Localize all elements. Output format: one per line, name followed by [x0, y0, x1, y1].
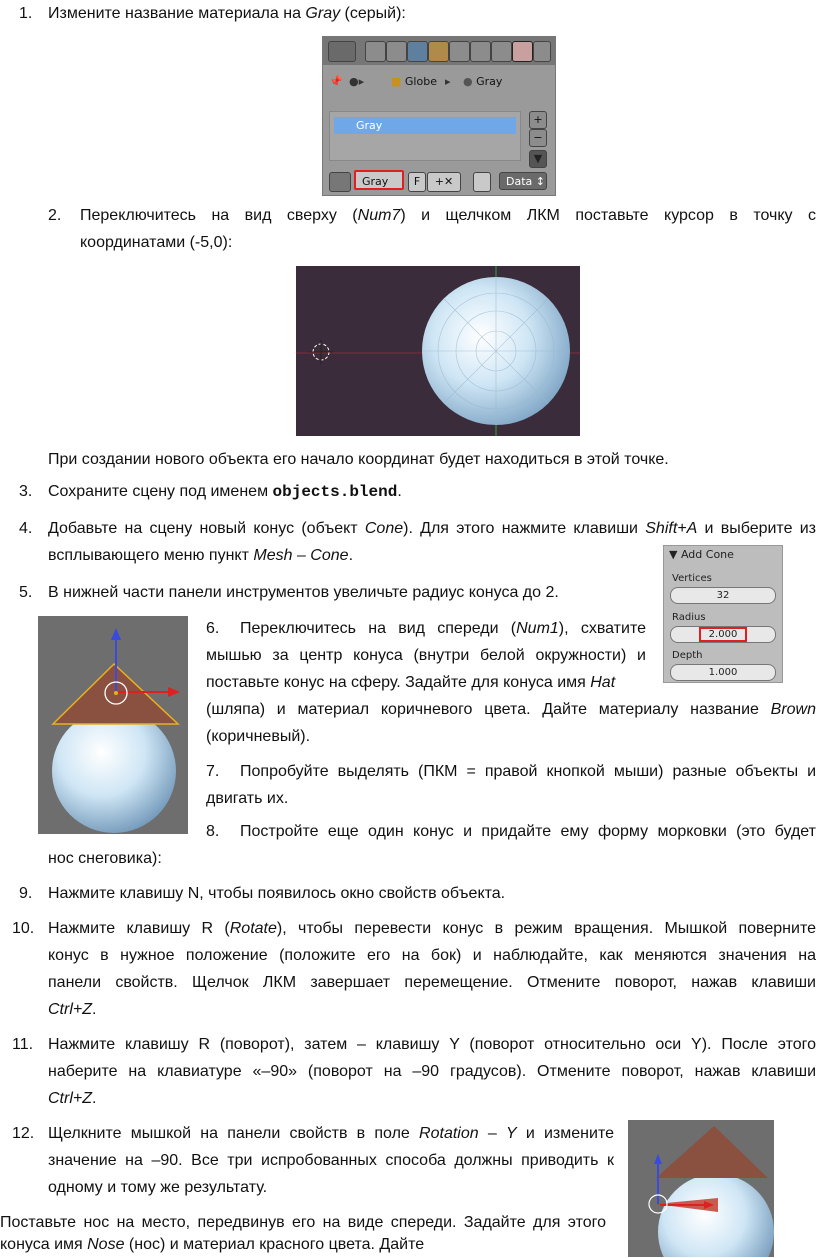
object-icon[interactable]	[428, 41, 449, 62]
breadcrumb-separator-icon: ▸	[445, 75, 451, 88]
add-slot-button[interactable]: +	[529, 111, 547, 129]
item-3-text: Сохраните сцену под именем objects.blend.	[48, 483, 402, 501]
cube-icon: ■	[391, 75, 402, 88]
item-11-line-1: Нажмите клавишу R (поворот), затем – клавишу Y (поворот относительно оси Y). После этого	[48, 1036, 816, 1053]
item-number-1: 1.	[19, 5, 33, 22]
item-9-text: Нажмите клавишу N, чтобы появилось окно свойств объекта.	[48, 885, 506, 902]
add-cone-title[interactable]: ▼ Add Cone	[669, 548, 734, 561]
updown-arrows-icon: ↕	[535, 175, 545, 188]
radius-field[interactable]: 2.000	[670, 626, 776, 643]
item-number-7: 7.	[206, 763, 220, 780]
x-axis-arrow-icon	[168, 687, 180, 697]
front-view-hat-on-sphere	[38, 616, 188, 834]
item-7-line-2: двигать их.	[206, 790, 289, 807]
tail-line-2: конуса имя Nose (нос) и материал красного цвета. Дайте	[0, 1236, 425, 1253]
world-icon[interactable]	[407, 41, 428, 62]
render-icon[interactable]	[365, 41, 386, 62]
collapse-triangle-icon: ▼	[669, 548, 678, 561]
hat-cone-2	[656, 1126, 768, 1178]
tail-line-1: Поставьте нос на место, передвинув его на виде спереди. Задайте для этого	[0, 1214, 606, 1231]
item-12-line-2: значение на –90. Все три испробованных способа должны приводить к	[48, 1152, 614, 1169]
item-6-line-5: (коричневый).	[206, 728, 311, 745]
material-browse-icon[interactable]	[329, 172, 351, 192]
item-7-line-1: Попробуйте выделять (ПКМ = правой кнопкой мыши) разные объекты и	[240, 763, 816, 780]
item-4-line-1: Добавьте на сцену новый конус (объект Cone). Для этого нажмите клавиши Shift+A и выберите из	[48, 520, 816, 537]
item-1-text: Измените название материала на Gray (серый):	[48, 5, 406, 22]
copy-icon[interactable]	[473, 172, 491, 192]
item-number-3: 3.	[19, 483, 33, 500]
data-icon[interactable]	[491, 41, 512, 62]
item-number-4: 4.	[19, 520, 33, 537]
item-number-8: 8.	[206, 823, 220, 840]
item-10-line-3: панели свойств. Щелчок ЛКМ завершает перемещение. Отмените поворот, нажав клавиши	[48, 974, 816, 991]
item-number-2: 2.	[48, 207, 62, 224]
item-10-line-1: Нажмите клавишу R (Rotate), чтобы перевести конус в режим вращения. Мышкой поверните	[48, 920, 816, 937]
texture-icon[interactable]	[533, 41, 551, 62]
item-11-line-2: наберите на клавиатуре «–90» (поворот на –90 градусов). Отмените поворот, нажав клавиши	[48, 1063, 816, 1080]
new-unlink-buttons[interactable]: +✕	[427, 172, 461, 192]
editor-type-icon[interactable]	[328, 41, 356, 62]
item-12-line-3: одному и тому же результату.	[48, 1179, 268, 1196]
item-number-11: 11.	[12, 1036, 34, 1053]
properties-header	[323, 37, 555, 65]
breadcrumb-material[interactable]: ● Gray	[463, 75, 503, 88]
breadcrumb-object[interactable]: ■ Globe	[391, 75, 437, 88]
item-number-6: 6.	[206, 620, 220, 637]
snowman-nose-scene	[628, 1120, 774, 1257]
item-2-line-1: Переключитесь на вид сверху (Num7) и щелчком ЛКМ поставьте курсор в точку с	[80, 207, 816, 224]
item-12-line-1: Щелкните мышкой на панели свойств в поле Rotation – Y и измените	[48, 1125, 614, 1142]
radius-label: Radius	[672, 612, 706, 623]
scene-small-icon: ●▸	[349, 75, 365, 88]
item-2-line-2: координатами (-5,0):	[80, 234, 233, 251]
vertices-field[interactable]: 32	[670, 587, 776, 604]
item-10-line-2: конус в нужное положение (положите его на бок) и наблюдайте, как меняются значения на	[48, 947, 816, 964]
material-icon[interactable]	[512, 41, 533, 62]
item-6-line-4: (шляпа) и материал коричневого цвета. Дайте материалу название Brown	[206, 701, 816, 718]
material-ball-icon: ●	[463, 75, 473, 88]
item-number-12: 12.	[12, 1125, 35, 1142]
item-number-10: 10.	[12, 920, 35, 937]
item-5-text: В нижней части панели инструментов увеличьте радиус конуса до 2.	[48, 584, 559, 601]
material-slot-list[interactable]	[329, 111, 521, 161]
item-6-line-1: Переключитесь на вид спереди (Num1), схватите	[240, 620, 646, 637]
depth-field[interactable]: 1.000	[670, 664, 776, 681]
note-origin: При создании нового объекта его начало координат будет находиться в этой точке.	[48, 451, 669, 468]
constraints-icon[interactable]	[449, 41, 470, 62]
item-8-line-1: Постройте еще один конус и придайте ему форму морковки (это будет	[240, 823, 816, 840]
item-10-line-4: Ctrl+Z.	[48, 1001, 97, 1018]
pin-icon[interactable]: 📌	[329, 75, 343, 88]
slot-menu-button[interactable]: ▼	[529, 150, 547, 168]
z-axis-arrow-icon-2	[654, 1154, 662, 1164]
sphere-body-2	[658, 1174, 774, 1257]
item-4-line-2: всплывающего меню пункт Mesh – Cone.	[48, 547, 354, 564]
top-view-viewport	[296, 266, 580, 436]
item-number-9: 9.	[19, 885, 33, 902]
front-view-scene	[38, 616, 188, 834]
remove-slot-button[interactable]: −	[529, 129, 547, 147]
modifiers-icon[interactable]	[470, 41, 491, 62]
item-number-5: 5.	[19, 584, 33, 601]
add-cone-panel	[663, 545, 783, 683]
material-name-field[interactable]: Gray	[354, 170, 404, 190]
item-11-line-3: Ctrl+Z.	[48, 1090, 97, 1107]
vertices-label: Vertices	[672, 573, 712, 584]
material-slot-item[interactable]: Gray	[334, 117, 516, 134]
link-data-dropdown[interactable]: Data ↕	[499, 172, 547, 190]
fake-user-button[interactable]: F	[408, 172, 426, 192]
top-view-scene	[296, 266, 580, 436]
blender-material-panel	[322, 36, 556, 196]
snowman-with-nose	[628, 1120, 774, 1257]
depth-label: Depth	[672, 650, 703, 661]
item-8-line-2: нос снеговика):	[48, 850, 162, 867]
sphere-body	[52, 709, 176, 833]
item-6-line-2: мышью за центр конуса (внутри белой окружности) и	[206, 647, 646, 664]
z-axis-arrow-icon	[111, 628, 121, 640]
item-6-line-3: поставьте конус на сферу. Задайте для конуса имя Hat	[206, 674, 616, 691]
scene-icon[interactable]	[386, 41, 407, 62]
